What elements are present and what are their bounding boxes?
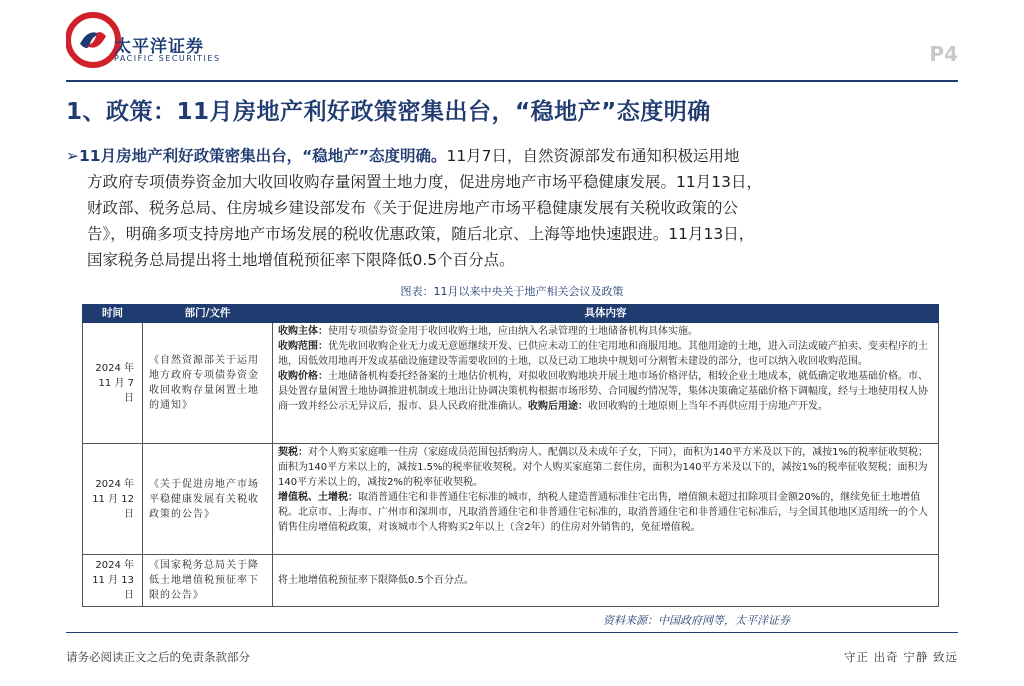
row-content xyxy=(273,323,939,444)
page-number: P4 xyxy=(929,42,958,66)
brand-logo xyxy=(66,10,266,72)
paragraph-line-2: 方政府专项债券资金加大收回收购存量闲置土地力度，促进房地产市场平稳健康发展。11月13日， xyxy=(87,173,762,191)
bullet-arrow-icon: ➢ xyxy=(66,147,79,165)
content-text: 取消普通住宅和非普通住宅标准的城市，纳税人建造普通标准住宅出售，增值额未超过扣除项目金额20%的，继续免征土地增值税。北京市、上海市、广州市和深圳市，凡取消普通住宅和非普通住宅标准的，取消普通住宅和非普通住宅标准后，与全国其他地区适用统一的个人销售住房增值税政策，对该城市个人将购买2年以上（含2年）的住房对外销售的，免征增值税。 xyxy=(278,492,928,533)
content-item xyxy=(278,490,933,535)
brand-name-en: PACIFIC SECURITIES xyxy=(114,54,221,63)
content-text: 使用专项债券资金用于收回收购土地，应由纳入名录管理的土地储备机构具体实施。 xyxy=(328,326,698,337)
paragraph-line-1 xyxy=(66,143,956,169)
header-time: 时间 xyxy=(83,305,143,323)
brand-name-cn: 太平洋证券 xyxy=(114,37,204,57)
paragraph-line-5: 国家税务总局提出将土地增值税预征率下限降低0.5个百分点。 xyxy=(87,251,515,269)
body-paragraph xyxy=(66,143,956,273)
header-content: 具体内容 xyxy=(273,305,939,323)
content-text: 土地储备机构委托经备案的土地估价机构，对拟收回收购地块开展土地市场价格评估，相较企业土地成本，就低确定收地基础价格。市、县处置存量闲置土地协调推进机制或土地出让协调决策机构根据市场形势、合同履约情况等，集体决策确定基础价格下调幅度，经与土地使用权人协商一致并经公示无异议后，报市、县人民政府批准确认。 xyxy=(278,371,928,412)
table-row xyxy=(83,555,939,607)
paragraph-line-3: 财政部、税务总局、住房城乡建设部发布《关于促进房地产市场平稳健康发展有关税收政策的公 xyxy=(87,199,739,217)
table-row xyxy=(83,444,939,555)
content-label: 契税： xyxy=(278,447,308,458)
content-text: 对个人购买家庭唯一住房（家庭成员范围包括购房人、配偶以及未成年子女，下同），面积为140平方米及以下的，减按1%的税率征收契税；面积为140平方米以上的，减按1.5%的税率征收契税。对个人购买家庭第二套住房，面积为140平方米及以下的，减按1%的税率征收契税；面积为140平方米以上的，减按2%的税率征收契税。 xyxy=(278,447,928,488)
content-label: 收购后用途： xyxy=(528,401,588,412)
disclaimer-note: 请务必阅读正文之后的免责条款部分 xyxy=(66,650,250,664)
row-content xyxy=(273,444,939,555)
table-header-row xyxy=(83,305,939,323)
content-item xyxy=(278,369,933,414)
row-date: 2024 年 11 月 12 日 xyxy=(83,444,143,555)
content-label: 收购价格： xyxy=(278,371,328,382)
header-divider xyxy=(66,80,958,82)
table-caption: 图表：11月以来中央关于地产相关会议及政策 xyxy=(400,285,624,298)
row-document: 《国家税务总局关于降低土地增值税预征率下限的公告》 xyxy=(143,555,273,607)
policy-table xyxy=(82,304,939,607)
paragraph-lead: 11月房地产利好政策密集出台，“稳地产”态度明确。 xyxy=(79,147,447,165)
paragraph-line-1-rest: 11月7日，自然资源部发布通知积极运用地 xyxy=(446,147,740,165)
content-label: 收购主体： xyxy=(278,326,328,337)
content-label: 收购范围： xyxy=(278,341,328,352)
content-item xyxy=(278,445,933,490)
table-row xyxy=(83,323,939,444)
content-label: 增值税、土增税： xyxy=(278,492,358,503)
section-title: 1、政策：11月房地产利好政策密集出台，“稳地产”态度明确 xyxy=(66,99,711,125)
row-date: 2024 年 11 月 13 日 xyxy=(83,555,143,607)
row-document: 《关于促进房地产市场平稳健康发展有关税收政策的公告》 xyxy=(143,444,273,555)
content-item xyxy=(278,324,933,339)
row-date: 2024 年 11 月 7 日 xyxy=(83,323,143,444)
company-motto: 守正 出奇 宁静 致远 xyxy=(844,650,958,664)
header-dept-doc: 部门/文件 xyxy=(143,305,273,323)
source-note: 资料来源：中国政府网等，太平洋证券 xyxy=(603,614,790,627)
paragraph-line-4: 告》，明确多项支持房地产市场发展的税收优惠政策，随后北京、上海等地快速跟进。11月13日， xyxy=(87,225,755,243)
content-text: 优先收回收购企业无力或无意愿继续开发、已供应未动工的住宅用地和商服用地。其他用途的土地，进入司法或破产拍卖、变卖程序的土地，因低效用地再开发或基础设施建设等需要收回的土地，以及已动工地块中规划可分割暂未建设的部分，也可以纳入收回收购范围。 xyxy=(278,341,928,367)
content-item xyxy=(278,339,933,369)
row-document: 《自然资源部关于运用地方政府专项债券资金收回收购存量闲置土地的通知》 xyxy=(143,323,273,444)
content-text: 收回收购的土地原则上当年不再供应用于房地产开发。 xyxy=(588,401,828,412)
row-content: 将土地增值税预征率下限降低0.5个百分点。 xyxy=(273,555,939,607)
footer-divider xyxy=(66,632,958,633)
